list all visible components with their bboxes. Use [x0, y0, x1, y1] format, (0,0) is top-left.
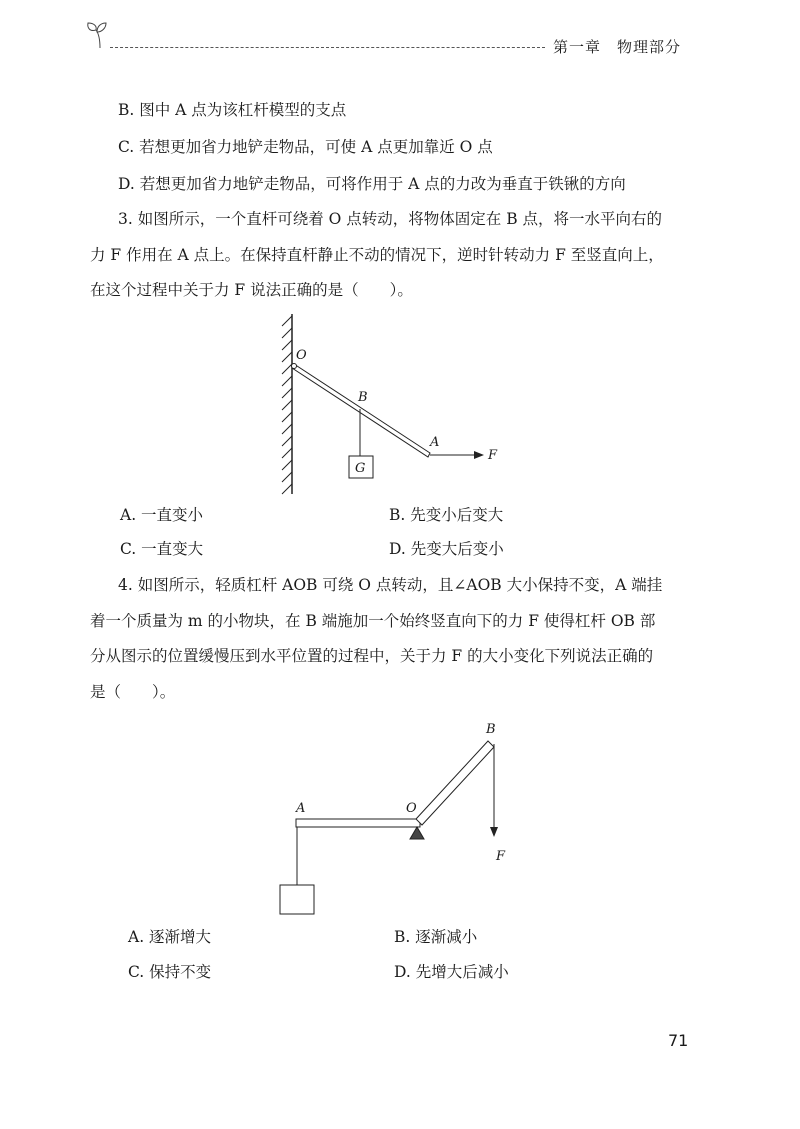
q4-label-a: A	[296, 801, 306, 816]
q3-force-arrowhead	[474, 451, 484, 459]
q3-figure	[270, 310, 510, 500]
sprout-icon	[86, 18, 114, 50]
q3-line-1: 3. 如图所示，一个直杆可绕着 O 点转动，将物体固定在 B 点，将一水平向右的	[118, 210, 663, 228]
q3-line-3: 在这个过程中关于力 F 说法正确的是（ ）。	[90, 281, 413, 299]
q3-wall-hatching	[282, 316, 292, 494]
q4-line-2: 着一个质量为 m 的小物块，在 B 端施加一个始终竖直向下的力 F 使得杠杆 OB 部	[90, 612, 656, 630]
q4-figure	[270, 715, 530, 920]
q4-line-4: 是（ ）。	[90, 683, 176, 701]
q3-label-a: A	[430, 435, 440, 450]
q3-line-2: 力 F 作用在 A 点上。在保持直杆静止不动的情况下，逆时针转动力 F 至竖直向上，	[90, 246, 664, 264]
q3-option-b: B. 先变小后变大	[389, 506, 504, 524]
prev-option-c: C. 若想更加省力地铲走物品，可使 A 点更加靠近 O 点	[118, 138, 493, 156]
q3-label-g: G	[355, 461, 366, 476]
q3-option-a: A. 一直变小	[120, 506, 204, 524]
q3-pivot	[292, 364, 297, 369]
q4-line-1: 4. 如图所示，轻质杠杆 AOB 可绕 O 点转动，且∠AOB 大小保持不变，A 端挂	[118, 576, 663, 594]
q4-label-f: F	[496, 849, 506, 864]
prev-option-d: D. 若想更加省力地铲走物品，可将作用于 A 点的力改为垂直于铁锹的方向	[118, 175, 626, 193]
q4-label-o: O	[406, 801, 417, 816]
q4-block	[280, 885, 314, 914]
page-number: 71	[668, 1031, 689, 1050]
q3-rod	[292, 364, 430, 457]
q4-option-d: D. 先增大后减小	[394, 963, 509, 981]
q4-option-c: C. 保持不变	[128, 963, 212, 981]
q4-force-arrowhead	[490, 827, 498, 837]
q4-fulcrum	[410, 827, 424, 839]
q4-option-b: B. 逐渐减小	[394, 928, 478, 946]
q4-line-3: 分从图示的位置缓慢压到水平位置的过程中，关于力 F 的大小变化下列说法正确的	[90, 647, 654, 665]
q3-label-o: O	[296, 348, 307, 363]
q4-arm-oa	[296, 819, 420, 827]
q3-option-c: C. 一直变大	[120, 540, 204, 558]
chapter-title: 第一章 物理部分	[553, 38, 682, 56]
q4-arm-ob	[416, 741, 494, 825]
q3-option-d: D. 先变大后变小	[389, 540, 504, 558]
q4-option-a: A. 逐渐增大	[128, 928, 212, 946]
header-divider	[110, 47, 545, 48]
q4-label-b: B	[486, 722, 496, 737]
prev-option-b: B. 图中 A 点为该杠杆模型的支点	[118, 101, 347, 119]
q3-label-f: F	[488, 448, 498, 463]
q3-label-b: B	[358, 390, 368, 405]
